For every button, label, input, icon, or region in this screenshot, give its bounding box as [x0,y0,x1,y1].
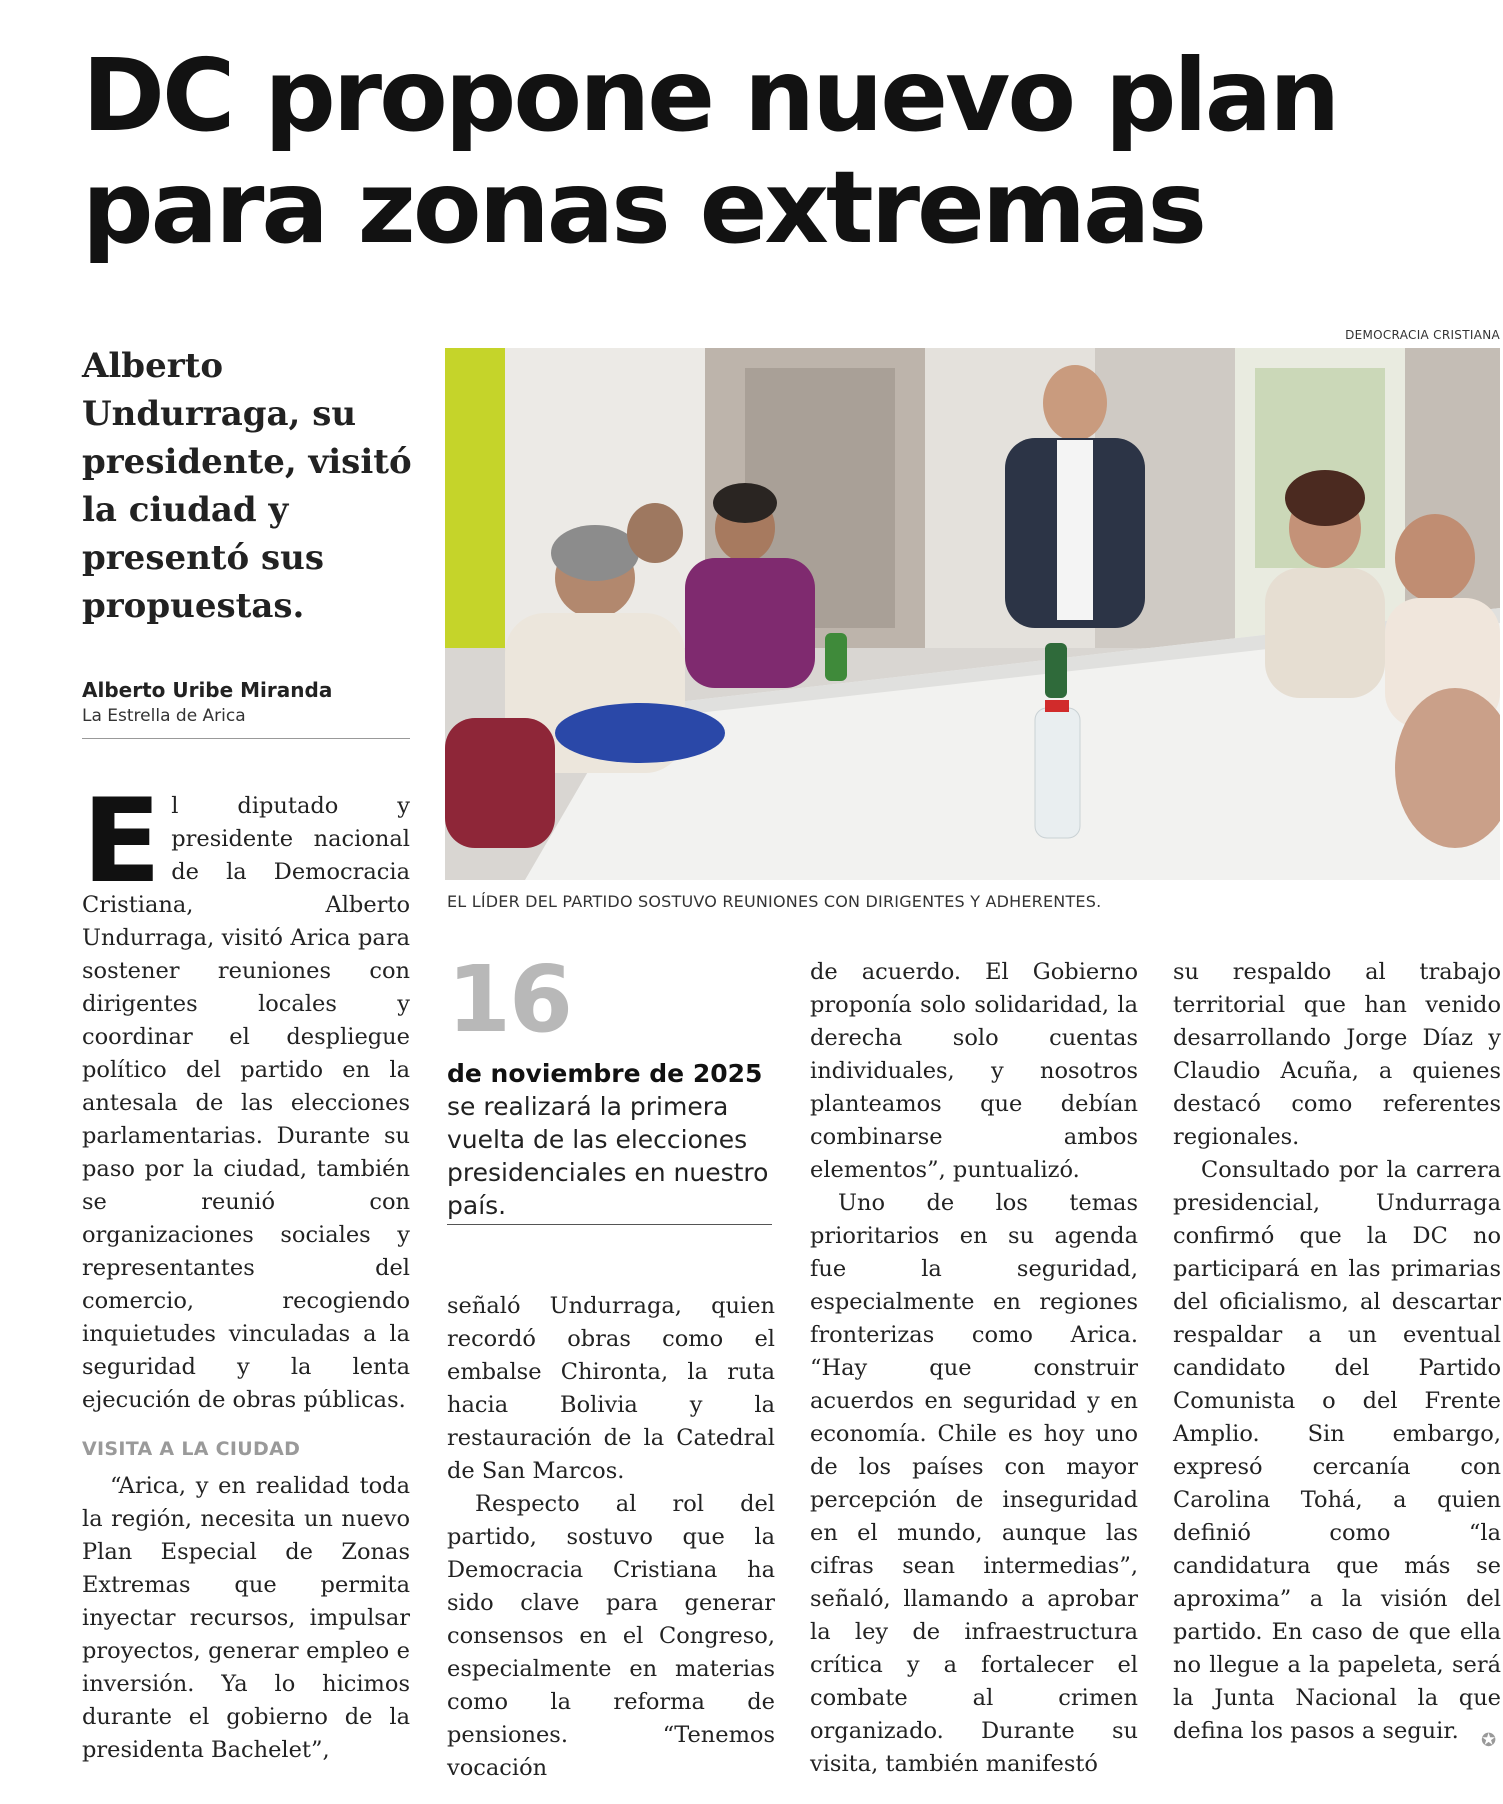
paragraph-8: Consultado por la carrera presidencial, Undurraga confirmó que la DC no participará en las primarias del oficialismo, al descartar respaldar a un eventual candidato del Partido Comunista o del Frente Amplio. Sin embargo, expresó cercanía con Carolina Tohá, a quien definió como “la candidatura que más se aproxima” a la visión del partido. En caso de que ella no llegue a la papeleta, será la Junta Nacional la que defina los pasos a seguir. [1173,1157,1501,1744]
paragraph-5: de acuerdo. El Gobierno proponía solo solidaridad, la derecha solo cuentas individuales, y nosotros planteamos que debían combinarse ambos elementos”, puntualizó. [810,959,1138,1183]
article-column-1 [82,774,410,1767]
article-column-2 [447,1290,775,1785]
byline [82,676,410,739]
paragraph-3: señaló Undurraga, quien recordó obras como el embalse Chironta, la ruta hacia Bolivia y la restauración de la Catedral de San Marcos. [447,1293,775,1484]
article-column-3 [810,956,1138,1781]
article-column-4 [1173,956,1501,1748]
pull-quote-date: de noviembre de 2025 [447,1059,763,1088]
paragraph-7: su respaldo al trabajo territorial que han venido desarrollando Jorge Díaz y Claudio Acuña, a quienes destacó como referentes regionales. [1173,959,1501,1150]
paragraph-2: “Arica, y en realidad toda la región, necesita un nuevo Plan Especial de Zonas Extremas que permita inyectar recursos, impulsar proyectos, generar empleo e inversión. Ya lo hicimos durante el gobierno de la presidenta Bachelet”, [82,1473,410,1763]
deck: Alberto Undurraga, su presidente, visitó la ciudad y presentó sus propuestas. [82,346,412,626]
author-name: Alberto Uribe Miranda [82,678,333,702]
pull-quote [447,946,772,1225]
drop-cap: E [82,774,162,909]
pull-quote-number: 16 [447,946,572,1053]
paragraph-4: Respecto al rol del partido, sostuvo que la Democracia Cristiana ha sido clave para generar consensos en el Congreso, especialmente en materias como la reforma de pensiones. “Tenemos vocación [447,1491,775,1781]
headline: DC propone nuevo plan para zonas extremas [82,37,1338,266]
paragraph-6: Uno de los temas prioritarios en su agenda fue la seguridad, especialmente en regiones fronterizas como Arica. “Hay que construir acuerdos en seguridad y en economía. Chile es hoy uno de los países con mayor percepción de inseguridad en el mundo, aunque las cifras sean intermedias”, señaló, llamando a aprobar la ley de infraestructura crítica y a fortalecer el combate al crimen organizado. Durante su visita, también manifestó [810,1190,1138,1777]
photo-caption: EL LÍDER DEL PARTIDO SOSTUVO REUNIONES CON DIRIGENTES Y ADHERENTES. [447,892,1102,911]
meeting-photo-illustration [445,348,1500,880]
paragraph-1: l diputado y presidente nacional de la Democracia Cristiana, Alberto Undurraga, visitó Arica para sostener reuniones con dirigentes locales y coordinar el despliegue político del partido en la antesala de las elecciones parlamentarias. Durante su paso por la ciudad, también se reunió con organizaciones sociales y representantes del comercio, recogiendo inquietudes vinculadas a la seguridad y la lenta ejecución de obras públicas. [82,793,410,1413]
photo-credit: DEMOCRACIA CRISTIANA [1345,328,1500,342]
pull-quote-text: se realizará la primera vuelta de las elecciones presidenciales en nuestro país. [447,1090,772,1225]
end-mark-icon: ✪ [1481,1730,1497,1751]
news-photo [445,348,1500,880]
section-subhead: VISITA A LA CIUDAD [82,1438,301,1460]
publication-name: La Estrella de Arica [82,706,246,726]
